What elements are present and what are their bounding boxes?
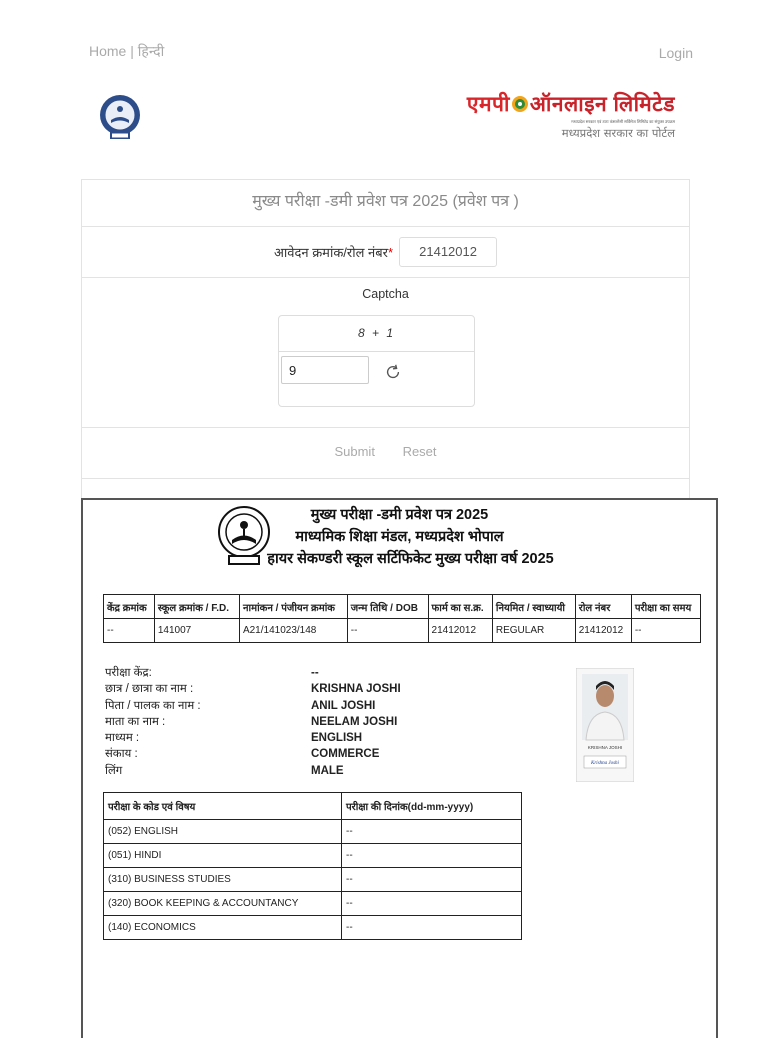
summary-value-cell: --: [347, 619, 428, 643]
summary-header-cell: केंद्र क्रमांक: [104, 595, 155, 619]
detail-label: संकाय :: [105, 748, 138, 761]
admit-card-form: [81, 179, 690, 501]
home-link[interactable]: Home: [89, 43, 127, 59]
detail-value: NEELAM JOSHI: [311, 715, 398, 728]
subject-cell: (052) ENGLISH: [104, 820, 342, 844]
summary-table: [103, 594, 701, 643]
submit-button[interactable]: Submit: [334, 444, 375, 459]
photo-caption: KRISHNA JOSHI: [587, 745, 623, 750]
roll-number-row: [82, 227, 689, 278]
detail-label: माता का नाम :: [105, 715, 166, 728]
refresh-icon[interactable]: [384, 363, 402, 381]
admit-card: [81, 498, 718, 1038]
summary-header-cell: नामांकन / पंजीयन क्रमांक: [239, 595, 347, 619]
form-actions: [82, 428, 689, 479]
summary-header-cell: जन्म तिथि / DOB: [347, 595, 428, 619]
detail-value: --: [311, 667, 319, 679]
summary-value-cell: REGULAR: [492, 619, 575, 643]
detail-row-student-name: [105, 681, 401, 697]
detail-label: लिंग: [105, 764, 123, 777]
table-row: [104, 916, 522, 940]
date-cell: --: [342, 820, 522, 844]
subject-cell: (140) ECONOMICS: [104, 916, 342, 940]
subject-cell: (310) BUSINESS STUDIES: [104, 868, 342, 892]
brand-online-limited: ऑनलाइन लिमिटेड: [529, 93, 675, 116]
form-title: मुख्य परीक्षा -डमी प्रवेश पत्र 2025 (प्रवेश पत्र ): [82, 180, 689, 227]
admit-heading-1: मुख्य परीक्षा -डमी प्रवेश पत्र 2025: [310, 507, 489, 523]
candidate-details: [105, 665, 401, 779]
mponline-brand: [467, 90, 675, 141]
table-row: [104, 820, 522, 844]
date-cell: --: [342, 916, 522, 940]
summary-value-cell: --: [104, 619, 155, 643]
summary-header-cell: रोल नंबर: [575, 595, 631, 619]
subjects-header-row: [104, 793, 522, 820]
detail-value: ANIL JOSHI: [311, 699, 376, 712]
brand-logo-icon: [511, 95, 529, 113]
summary-header-cell: परीक्षा का समय: [631, 595, 700, 619]
summary-value-cell: 141007: [154, 619, 239, 643]
detail-row-exam-center: [105, 665, 401, 681]
login-link[interactable]: Login: [658, 45, 693, 61]
date-cell: --: [342, 844, 522, 868]
summary-header-cell: फार्म का स.क्र.: [428, 595, 492, 619]
summary-value-cell: --: [631, 619, 700, 643]
brand-mp: एमपी: [466, 93, 510, 116]
detail-value: MALE: [311, 764, 344, 777]
admit-heading-2: माध्यमिक शिक्षा मंडल, मध्यप्रदेश भोपाल: [295, 529, 504, 545]
detail-value: COMMERCE: [311, 748, 380, 761]
reset-button[interactable]: Reset: [402, 444, 437, 459]
summary-value-row: [104, 619, 701, 643]
detail-row-faculty: [105, 746, 401, 762]
detail-row-gender: [105, 763, 401, 779]
detail-label: माध्यम :: [105, 732, 140, 745]
summary-header-cell: नियमित / स्वाध्यायी: [492, 595, 575, 619]
photo-signature: Krishna Joshi: [591, 761, 619, 766]
roll-number-label: आवेदन क्रमांक/रोल नंबर*: [273, 245, 394, 260]
captcha-label: Captcha: [362, 287, 409, 301]
nav-separator: |: [130, 43, 134, 59]
detail-value: KRISHNA JOSHI: [311, 683, 401, 696]
captcha-box: [278, 315, 475, 407]
captcha-expression: 8 + 1: [279, 316, 474, 352]
captcha-row: [82, 278, 689, 428]
table-row: [104, 892, 522, 916]
captcha-answer-input[interactable]: 9: [281, 356, 369, 384]
detail-label: परीक्षा केंद्र:: [105, 667, 152, 679]
subject-cell: (051) HINDI: [104, 844, 342, 868]
table-row: [104, 868, 522, 892]
admit-card-heading: [83, 504, 716, 570]
date-cell: --: [342, 868, 522, 892]
admit-heading-3: हायर सेकण्डरी स्कूल सर्टिफिकेट मुख्य परीक्षा वर्ष 2025: [267, 551, 554, 567]
brand-portal-text: मध्यप्रदेश सरकार का पोर्टल: [561, 126, 675, 140]
detail-row-medium: [105, 730, 401, 746]
board-emblem-logo: [97, 94, 143, 140]
brand-name: [467, 90, 675, 118]
detail-row-mother-name: [105, 714, 401, 730]
subjects-header-cell: परीक्षा की दिनांक(dd-mm-yyyy): [342, 793, 522, 820]
detail-value: ENGLISH: [311, 732, 363, 745]
brand-tagline: मध्यप्रदेश सरकार एवं टाटा कंसल्टेंसी सर्विसेज लिमिटेड का संयुक्त उपक्रम: [571, 119, 675, 124]
hindi-link[interactable]: हिन्दी: [137, 43, 165, 59]
detail-row-father-name: [105, 698, 401, 714]
summary-value-cell: 21412012: [428, 619, 492, 643]
summary-value-cell: 21412012: [575, 619, 631, 643]
date-cell: --: [342, 892, 522, 916]
candidate-photo: [576, 668, 634, 782]
subjects-header-cell: परीक्षा के कोड एवं विषय: [104, 793, 342, 820]
roll-number-input[interactable]: 21412012: [399, 237, 497, 267]
summary-value-cell: A21/141023/148: [239, 619, 347, 643]
subjects-table: [103, 792, 522, 940]
detail-label: पिता / पालक का नाम :: [105, 699, 201, 712]
detail-label: छात्र / छात्रा का नाम :: [105, 683, 194, 696]
table-row: [104, 844, 522, 868]
summary-header-row: [104, 595, 701, 619]
summary-header-cell: स्कूल क्रमांक / F.D.: [154, 595, 239, 619]
subject-cell: (320) BOOK KEEPING & ACCOUNTANCY: [104, 892, 342, 916]
top-nav: [89, 42, 164, 61]
